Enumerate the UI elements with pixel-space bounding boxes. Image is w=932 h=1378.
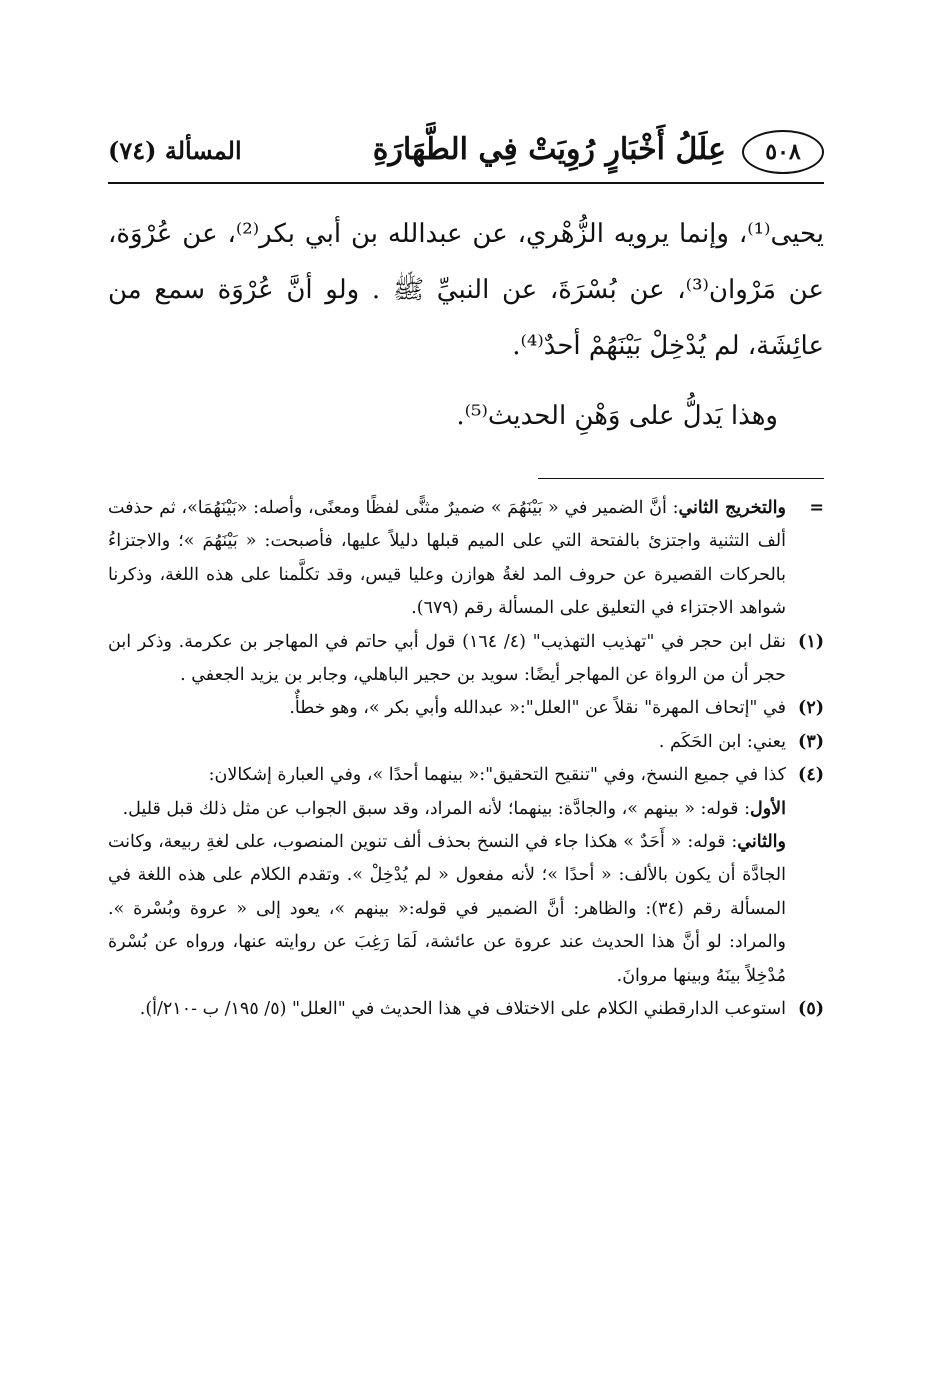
main-text xyxy=(108,206,824,444)
footnote-mark: = xyxy=(809,498,824,518)
footnote-5 xyxy=(108,993,824,1026)
footnote-2 xyxy=(108,692,824,725)
footnote-text: نقل ابن حجر في "تهذيب التهذيب" (٤/ ١٦٤) قول أبي حاتم في المهاجر بن عكرمة. وذكر ابن حجر أن من الرواة عن المهاجر أيضًا: سويد بن حجير الباهلي، وجابر بن يزيد الجعفي . xyxy=(108,631,786,686)
footnote-lead: الأول xyxy=(749,798,786,819)
issue-label: المسألة (٧٤) xyxy=(108,136,242,165)
footnote-mark: (٣) xyxy=(798,731,824,752)
header-divider xyxy=(108,182,824,184)
page-number-badge xyxy=(742,130,824,174)
footnote-text: : قوله: « أَحَدٌ » هكذا جاء في النسخ بحذف ألف تنوين المنصوب، على لغةِ ربيعة، وكانت الجادَّة أن يكون بالألف: « أحدًا »؛ لأنه مفعول « لم يُدْخِلْ ». وتقدم الكلام على هذه اللغة في المسألة رقم (٣٤): والظاهر: أنَّ الضمير في قوله:« بينهم »، يعود إلى « عروة وبُسْرة ». والمراد: لو أنَّ هذا الحديث عند عروة عن عائشة، لَمَا رَغِبَ عن روايته عنها، ورواه عن بُسْرة مُدْخِلاً بينَهُ وبينها مروانَ. xyxy=(108,832,786,986)
running-header xyxy=(108,128,824,180)
footnote-text: : قوله: « بينهم »، والجادَّة: بينهما؛ لأنه المراد، وقد سبق الجواب عن مثل ذلك قبل قليل. xyxy=(122,798,750,819)
main-paragraph: يحيى⁽¹⁾، وإنما يرويه الزُّهْري، عن عبدالله بن أبي بكر⁽²⁾، عن عُرْوَة، عن مَرْوان⁽³⁾، عن بُسْرَةَ، عن النبيِّ ﷺ . ولو أنَّ عُرْوَة سمع من عائِشَة، لم يُدْخِلْ بَيْنَهُمْ أحدٌ⁽⁴⁾. xyxy=(108,219,824,361)
footnote-mark: (١) xyxy=(798,631,824,652)
footnote-text: : أنَّ الضمير في « بَيْنَهُمَ » ضميرٌ مثنًّى لفظًا ومعنًى، وأصله: «بَيْنَهُمَا»، ثم حذفت ألف التثنية واجتزئ بالفتحة التي على الميم قبلها دليلاً عليها، فأصبحت: « بَيْنَهُمَ »؛ والاجتزاءُ بالحركات القصيرة عن حروف المد لغةُ هوازن وعليا قيس، وقد تكلَّمنا على هذه اللغة، وذكرنا شواهد الاجتزاء في التعليق على المسألة رقم (٦٧٩). xyxy=(108,498,786,619)
footnote-text: كذا في جميع النسخ، وفي "تنقيح التحقيق":« بينهما أحدًا »، وفي العبارة إشكالان: xyxy=(208,765,786,786)
footnote-lead: والثاني xyxy=(737,832,786,853)
footnote-continuation xyxy=(108,492,824,626)
footnotes xyxy=(108,492,824,1027)
page-number: ٥٠٨ xyxy=(765,139,801,165)
footnote-lead: والتخريج الثاني xyxy=(678,498,786,518)
footnote-4 xyxy=(108,759,824,993)
footnote-mark: (٢) xyxy=(798,698,824,719)
footnote-text: استوعب الدارقطني الكلام على الاختلاف في هذا الحديث في "العلل" (٥/ ١٩٥/ ب -٢١٠/أ). xyxy=(139,999,786,1020)
footnote-text: يعني: ابن الحَكَم . xyxy=(658,731,786,752)
footnote-3 xyxy=(108,726,824,759)
footnote-1 xyxy=(108,626,824,693)
main-paragraph-closing: وهذا يَدلُّ على وَهْنِ الحديث⁽⁵⁾. xyxy=(456,401,778,431)
footnote-mark: (٥) xyxy=(798,999,824,1020)
footnote-divider xyxy=(538,478,824,479)
footnote-mark: (٤) xyxy=(798,765,824,786)
book-title: عِلَلُ أَخْبَارٍ رُوِيَتْ فِي الطَّهَارَةِ xyxy=(372,132,726,167)
footnote-text: في "إتحاف المهرة" نقلاً عن "العلل":« عبدالله وأبي بكر »، وهو خطأٌ. xyxy=(289,698,786,719)
